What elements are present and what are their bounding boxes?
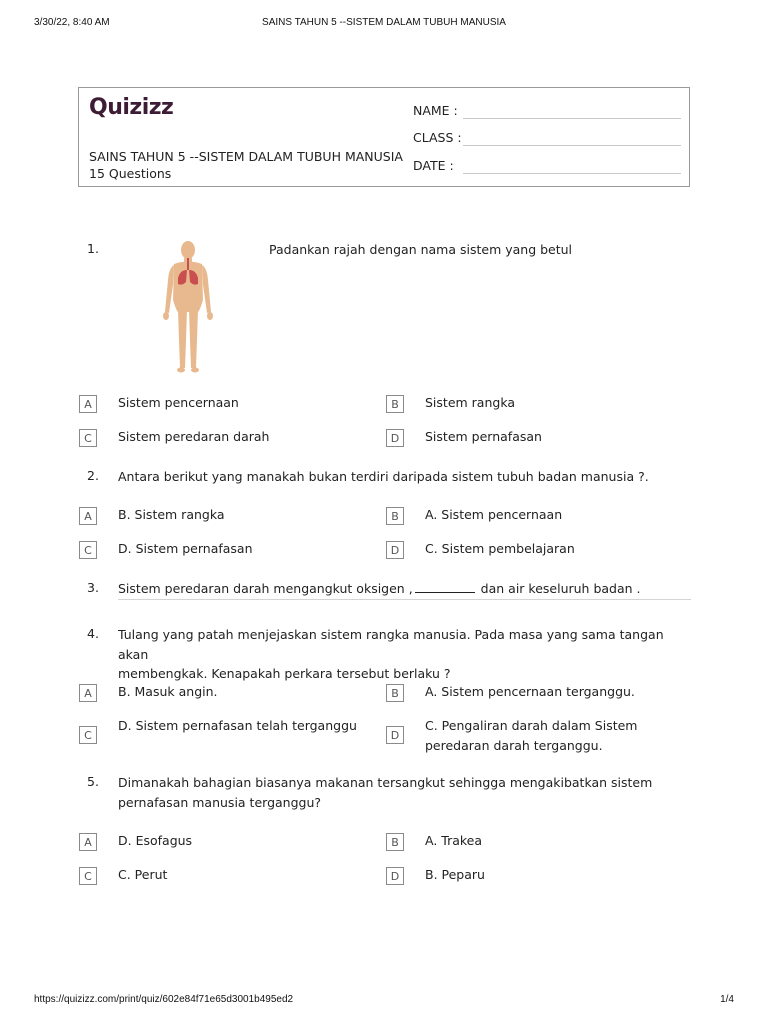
q1-option-a-text: Sistem pencernaan: [118, 395, 239, 410]
q2-option-a-text: B. Sistem rangka: [118, 507, 225, 522]
question-1-number: 1.: [87, 241, 99, 256]
question-3-text: [118, 579, 693, 599]
q2-option-d-box[interactable]: D: [386, 541, 404, 559]
q5-option-a-box[interactable]: A: [79, 833, 97, 851]
question-4-text-line1: Tulang yang patah menjejaskan sistem rangka manusia. Pada masa yang sama tangan akan: [118, 627, 664, 662]
q1-option-c-box[interactable]: C: [79, 429, 97, 447]
q1-option-b-text: Sistem rangka: [425, 395, 515, 410]
q5-option-b-text: A. Trakea: [425, 833, 483, 848]
quizizz-logo: [89, 93, 173, 121]
question-4-text-line2: membengkak. Kenapakah perkara tersebut berlaku ?: [118, 666, 451, 681]
q4-option-d-line2: peredaran darah terganggu.: [425, 737, 603, 753]
q5-option-c-box[interactable]: C: [79, 867, 97, 885]
question-2-text: Antara berikut yang manakah bukan terdiri daripada sistem tubuh badan manusia ?.: [118, 469, 649, 484]
q4-option-b-box[interactable]: B: [386, 684, 404, 702]
question-3-text-before: Sistem peredaran darah mengangkut oksigen ,: [118, 581, 413, 596]
q2-option-a-box[interactable]: A: [79, 507, 97, 525]
class-field[interactable]: [413, 128, 681, 148]
question-5-text-line1: Dimanakah bahagian biasanya makanan tersangkut sehingga mengakibatkan sistem: [118, 775, 653, 790]
q2-option-c-text: D. Sistem pernafasan: [118, 541, 253, 556]
date-label: DATE :: [413, 158, 454, 173]
name-field[interactable]: [413, 101, 681, 121]
print-doc-title: SAINS TAHUN 5 --SISTEM DALAM TUBUH MANUSIA: [262, 17, 506, 28]
q4-option-a-box[interactable]: A: [79, 684, 97, 702]
q1-option-b-box[interactable]: B: [386, 395, 404, 413]
q2-option-b-text: A. Sistem pencernaan: [425, 507, 563, 522]
q5-option-d-text: B. Peparu: [425, 867, 485, 882]
q4-option-c-text: D. Sistem pernafasan telah terganggu: [118, 718, 357, 733]
fill-in-blank[interactable]: [415, 580, 475, 593]
q1-option-d-box[interactable]: D: [386, 429, 404, 447]
q5-option-c-text: C. Perut: [118, 867, 168, 882]
q1-option-c-text: Sistem peredaran darah: [118, 429, 270, 444]
question-4-number: 4.: [87, 626, 99, 641]
q5-option-d-box[interactable]: D: [386, 867, 404, 885]
question-3-number: 3.: [87, 580, 99, 595]
question-2-number: 2.: [87, 468, 99, 483]
q1-option-a-box[interactable]: A: [79, 395, 97, 413]
q5-option-b-box[interactable]: B: [386, 833, 404, 851]
print-datetime: 3/30/22, 8:40 AM: [34, 17, 110, 28]
question-5-number: 5.: [87, 774, 99, 789]
q1-option-d-text: Sistem pernafasan: [425, 429, 542, 444]
quiz-header-box: [78, 87, 690, 187]
question-3-divider: [118, 599, 691, 600]
question-4-text: [118, 625, 693, 684]
q4-option-c-box[interactable]: C: [79, 726, 97, 744]
q2-option-c-box[interactable]: C: [79, 541, 97, 559]
q5-option-a-text: D. Esofagus: [118, 833, 193, 848]
q4-option-b-text: A. Sistem pencernaan terganggu.: [425, 684, 635, 699]
name-line[interactable]: [463, 118, 681, 119]
name-label: NAME :: [413, 103, 458, 118]
human-body-respiratory-icon: [160, 240, 216, 374]
date-line[interactable]: [463, 173, 681, 174]
q4-option-d-line1: C. Pengaliran darah dalam Sistem: [425, 718, 638, 733]
question-count: 15 Questions: [89, 166, 172, 181]
q4-option-d-text: [425, 716, 637, 755]
class-label: CLASS :: [413, 130, 462, 145]
q2-option-d-text: C. Sistem pembelajaran: [425, 541, 575, 556]
q2-option-b-box[interactable]: B: [386, 507, 404, 525]
print-page-number: 1/4: [720, 994, 734, 1005]
class-line[interactable]: [463, 145, 681, 146]
print-url[interactable]: https://quizizz.com/print/quiz/602e84f71e65d3001b495ed2: [34, 994, 294, 1005]
date-field[interactable]: [413, 156, 681, 176]
question-1-text: Padankan rajah dengan nama sistem yang betul: [269, 242, 573, 257]
logo-text: Quizizz: [89, 94, 174, 120]
quiz-title: SAINS TAHUN 5 --SISTEM DALAM TUBUH MANUSIA: [89, 149, 403, 164]
q4-option-d-box[interactable]: D: [386, 726, 404, 744]
question-3-text-after: dan air keseluruh badan .: [480, 581, 641, 596]
question-5-text-line2: pernafasan manusia terganggu?: [118, 794, 322, 810]
question-5-text: [118, 773, 693, 812]
q4-option-a-text: B. Masuk angin.: [118, 684, 218, 699]
